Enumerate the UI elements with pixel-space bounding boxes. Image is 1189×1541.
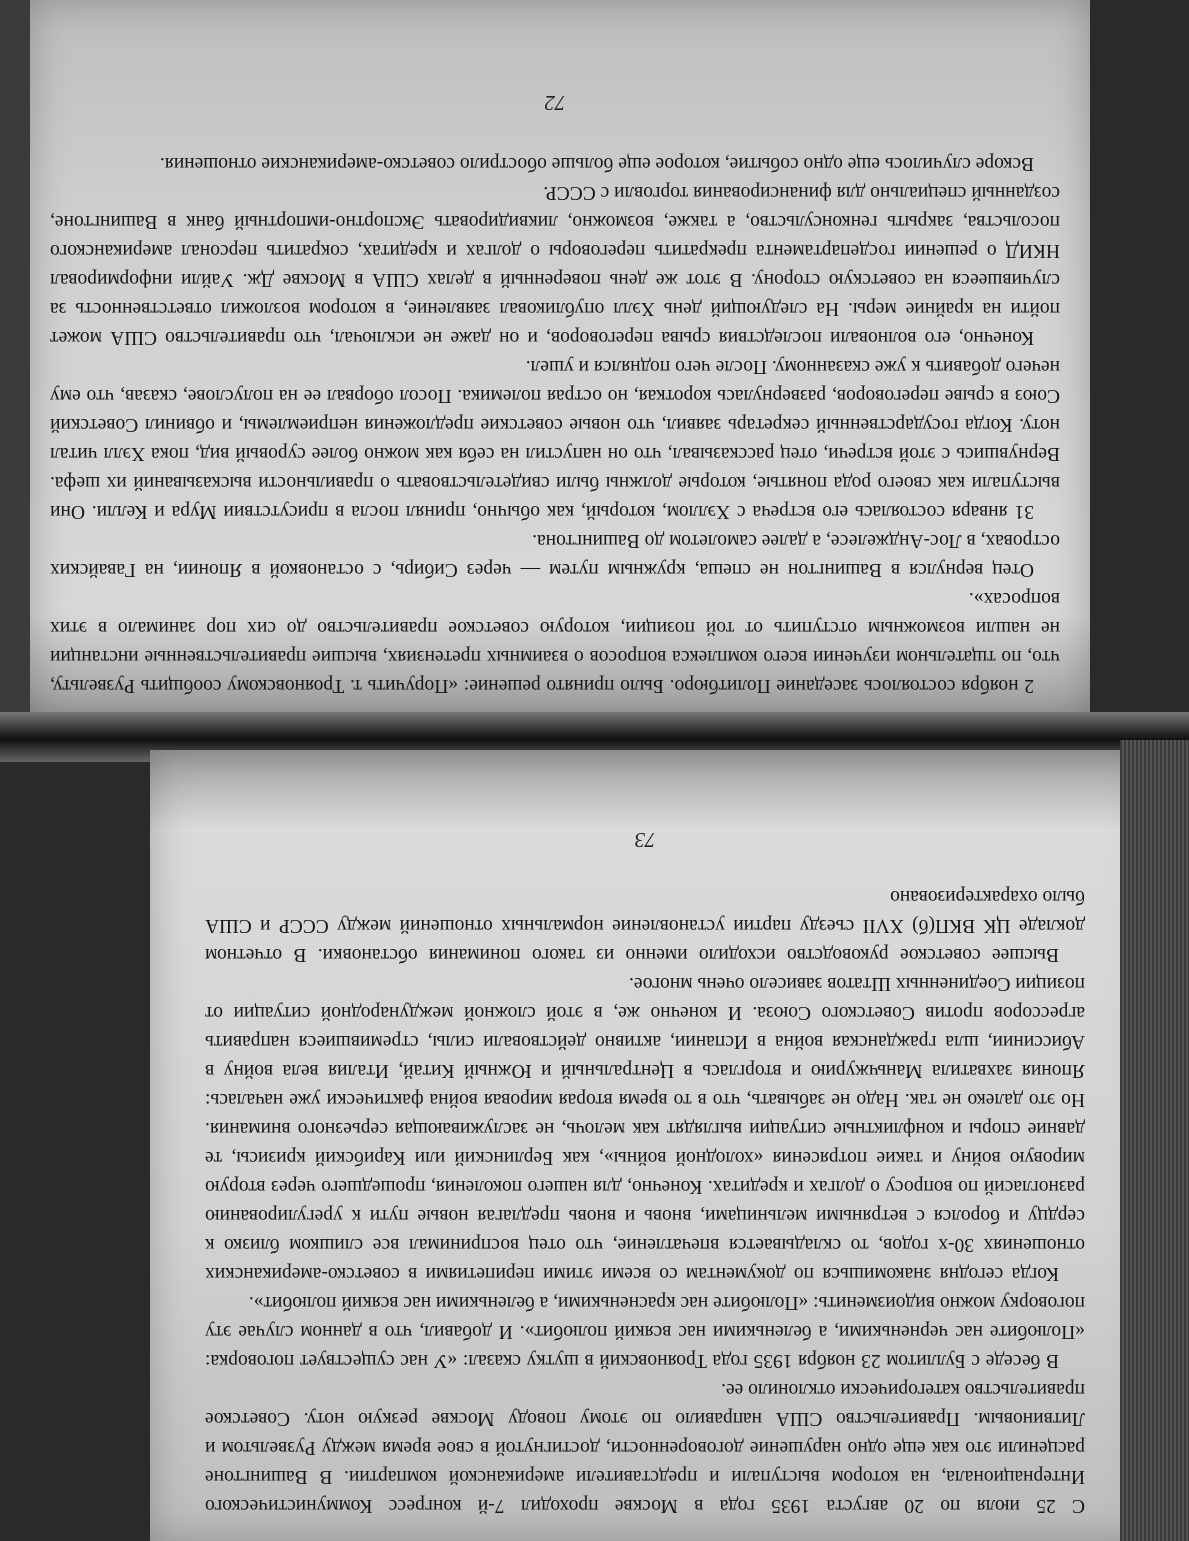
page-number: 73	[634, 828, 656, 852]
page-72-text	[50, 149, 1060, 700]
paragraph: Высшее советское руководство исходило именно из такого понимания обстановки. В отчетном докладе ЦК ВКП(б) XVII съезду партии установление нормальных отношений между СССР и США было охарактеризовано	[205, 886, 1085, 965]
page-edges	[1120, 740, 1189, 1541]
page-72	[30, 0, 1090, 720]
paragraph: В беседе с Буллитом 23 ноября 1935 года Трояновский в шутку сказал: «У нас существует поговорка: «Полюбите нас черненькими, а беленькими нас всякий полюбит». И добавил, что в данном случае эту поговорку можно видоизменить: «Полюбите нас красненькими, а беленькими нас всякий полюбит».	[205, 1292, 1085, 1371]
page-73-text	[205, 882, 1085, 1520]
paragraph: 2 ноября состоялось заседание Политбюро. Было принято решение: «Поручить т. Трояновскому сообщить Рузвельту, что, по тщательном изучении всего комплекса вопросов о взаимных претензиях, высшие правительственные инстанции не нашли возможным отступить от той позиции, которую советское правительство до сих пор занимало в этих вопросах».	[50, 588, 1060, 696]
paragraph: С 25 июля по 20 августа 1935 года в Москве проходил 7-й конгресс Коммунистического Интернационала, на котором выступали и представители американской компартии. В Вашингтоне расценили это как еще одно нарушение договоренности, достигнутой в свое время между Рузвельтом и Литвиновым. Правительство США направило по этому поводу Москве резкую ноту. Советское правительство категорически отклонило ее.	[205, 1379, 1085, 1516]
page-73-content	[205, 827, 1085, 1520]
paragraph: Вскоре случилось еще одно событие, которое еще больше обострило советско-американские отношения.	[159, 153, 1034, 174]
paragraph: Отец вернулся в Вашингтон не спеша, кружным путем — через Сибирь, с остановкой в Японии, на Гавайских островах, в Лос-Анджелесе, а далее самолетом до Вашингтона.	[50, 530, 1060, 580]
paragraph: 31 января состоялась его встреча с Хэллом, который, как обычно, принял посла в присутствии Мура и Келли. Они выступали как своего рода понятые, которые должны были свидетельствовать о правильности высказываний их шефа. Вернувшись с этой встречи, отец рассказывал, что он напустил на себя как можно более суровый вид, пока Хэлл читал ноту. Когда государственный секретарь заявил, что новые советские предложения неприемлемы, и обвинил Советский Союз в срыве переговоров, развернулась короткая, но острая полемика. Посол оборвал ее на полуслове, сказав, что ему нечего добавить к уже сказанному. После чего поднялся и ушел.	[50, 356, 1060, 522]
page-73	[150, 750, 1150, 1541]
background-strip	[0, 0, 30, 712]
page-number: 72	[544, 91, 566, 115]
page-72-content	[50, 90, 1060, 700]
paragraph: Когда сегодня знакомишься по документам со всеми этими перипетиями в советско-американских отношениях 30-х годов, то складывается впечатление, что отец воспринимал все слишком близко к сердцу и боролся с ветряными мельницами, вновь и вновь предлагая новые пути к урегулированию разногласий по вопросу о долгах и кредитах. Конечно, для нашего поколения, прошедшего через вторую мировую войну и такие потрясения «холодной войны», как Берлинский или Карибский кризисы, те давние споры и конфликтные ситуации выглядят как мелочь, не заслуживающая серьезного внимания. Но это далеко не так. Надо не забывать, что в то время вторая мировая война фактически уже началась: Япония захватила Маньчжурию и вторглась в Центральный и Южный Китай, Италия вела войну в Абиссинии, шла гражданская война в Испании, активно действовали силы, стремившиеся направить агрессоров против Советского Союза. И конечно же, в этой сложной международной ситуации от позиции Соединенных Штатов зависело очень многое.	[205, 973, 1085, 1284]
paragraph: Конечно, его волновали последствия срыва переговоров, и он даже не исключал, что правительство США может пойти на крайние меры. На следующий день Хэлл опубликовал заявление, в котором возложил ответственность за случившееся на советскую сторону. В этот же день поверенный в делах США в Москве Дж. Уайли информировал НКИД о решении госдепартамента прекратить переговоры о долгах и кредитах, сократить персонал американского посольства, закрыть генконсульство, а также, возможно, ликвидировать Экспортно-импортный банк в Вашингтоне, созданный специально для финансирования торговли с СССР.	[50, 182, 1060, 348]
